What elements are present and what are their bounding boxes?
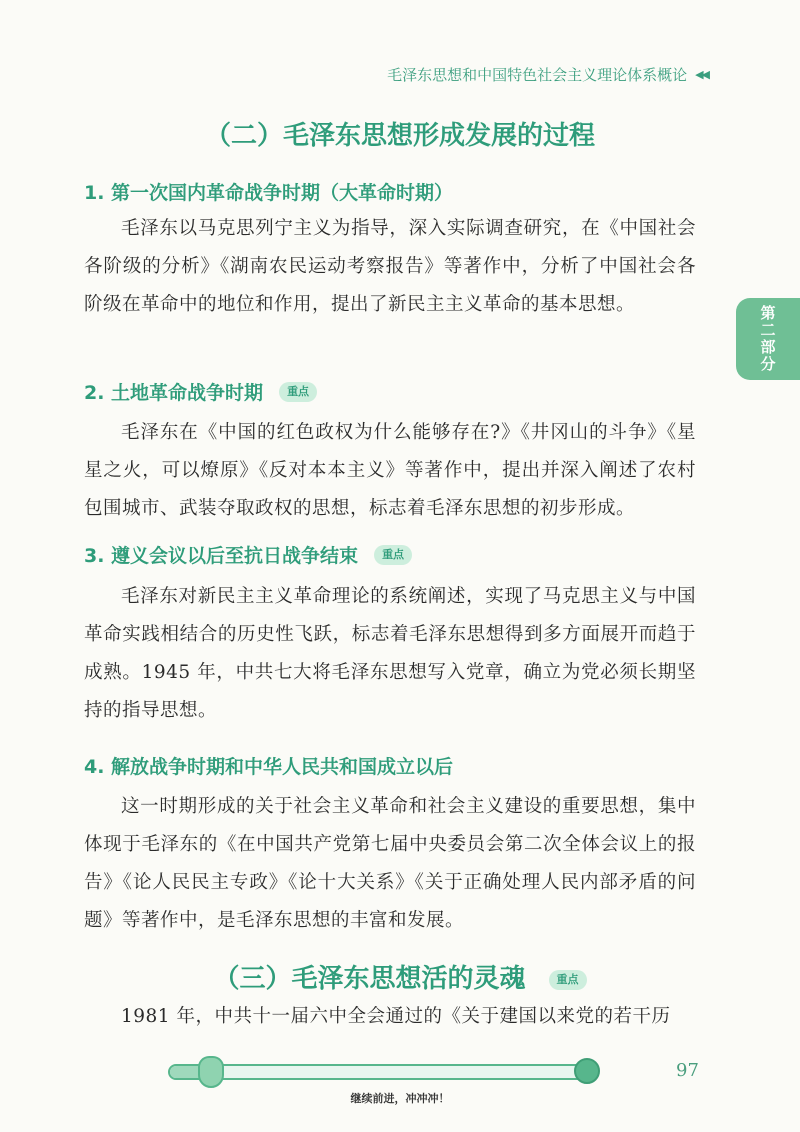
double-arrow-left-icon: ◀◀ [695,68,708,81]
page-number: 97 [676,1060,699,1081]
subheading-4 [84,752,453,779]
subheading-1-text: 1. 第一次国内革命战争时期（大革命时期） [84,182,454,204]
section-title [0,958,800,995]
subheading-3 [84,541,412,568]
paragraph-5 [84,998,696,1042]
section-title: （二）毛泽东思想形成发展的过程 [204,121,595,151]
subheading-1 [84,178,453,205]
side-tab-label: 第二部分 [758,305,777,373]
key-point-badge: 重点 [374,545,412,565]
paragraph-3-text: 毛泽东对新民主主义革命理论的系统阐述，实现了马克思主义与中国革命实践相结合的历史性飞跃，标志着毛泽东思想得到多方面展开而趋于成熟。1945 年，中共七大将毛泽东思想写入党章，确立为党必须长期坚持的指导思想。 [84,586,696,721]
paragraph-5-text: 1981 年，中共十一届六中全会通过的《关于建国以来党的若干历 [121,1006,671,1027]
progress-end-dot-icon [574,1058,600,1084]
subheading-2 [84,378,317,405]
paragraph-2 [84,414,696,528]
paragraph-3 [84,578,696,730]
paragraph-1: 毛泽东以马克思列宁主义为指导，深入实际调查研究，在《中国社会各阶级的分析》《湖南农民运动考察报告》等著作中，分析了中国社会各阶级在革命中的地位和作用，提出了新民主主义革命的基本思想。 [84,218,696,315]
running-head-title: 毛泽东思想和中国特色社会主义理论体系概论 [387,66,688,84]
progress-knob-icon [198,1056,224,1088]
progress-fill [170,1066,200,1078]
section-title-text: （三）毛泽东思想活的灵魂 [213,964,526,994]
subheading-2-text: 2. 土地革命战争时期 [84,382,264,404]
paragraph-4: 这一时期形成的关于社会主义革命和社会主义建设的重要思想，集中体现于毛泽东的《在中国共产党第七届中央委员会第二次全体会议上的报告》《论人民民主专政》《论十大关系》《关于正确处理人民内部矛盾的问题》等著作中，是毛泽东思想的丰富和发展。 [84,796,696,931]
footer-progress-bar [168,1064,596,1080]
running-head [387,64,708,85]
side-tab [736,298,800,380]
footer-text: 继续前进，冲冲冲！ [350,1092,450,1105]
key-point-badge: 重点 [279,382,317,402]
paragraph-2-text: 毛泽东在《中国的红色政权为什么能够存在?》《井冈山的斗争》《星星之火，可以燎原》《反对本本主义》等著作中，提出并深入阐述了农村包围城市、武装夺取政权的思想，标志着毛泽东思想的初步形成。 [84,422,696,519]
key-point-badge: 重点 [549,970,587,990]
subheading-3-text: 3. 遵义会议以后至抗日战争结束 [84,545,359,567]
subheading-4-text: 4. 解放战争时期和中华人民共和国成立以后 [84,756,454,778]
